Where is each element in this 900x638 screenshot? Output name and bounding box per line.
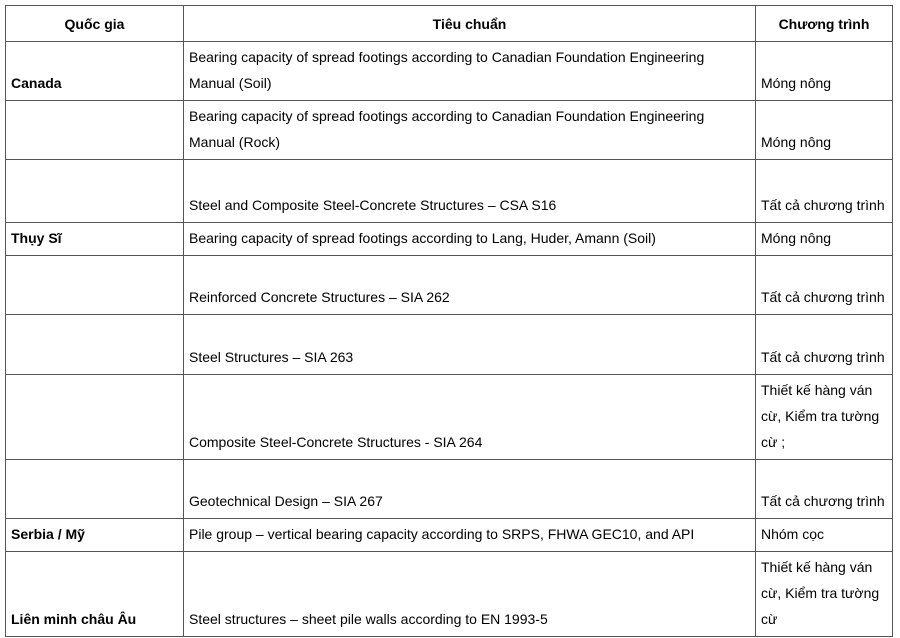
table-row bbox=[6, 256, 893, 315]
country-cell: Liên minh châu Âu bbox=[6, 552, 184, 637]
standard-cell: Composite Steel-Concrete Structures - SIA 264 bbox=[184, 375, 756, 460]
column-header-country: Quốc gia bbox=[6, 6, 184, 42]
table-row bbox=[6, 519, 893, 552]
country-cell bbox=[6, 315, 184, 375]
table-row bbox=[6, 42, 893, 101]
country-cell bbox=[6, 256, 184, 315]
standard-cell: Steel and Composite Steel-Concrete Structures – CSA S16 bbox=[184, 160, 756, 223]
program-cell: Tất cả chương trình bbox=[756, 160, 893, 223]
country-cell bbox=[6, 460, 184, 519]
program-cell: Thiết kế hàng ván cừ, Kiểm tra tường cừ ; bbox=[756, 375, 893, 460]
country-cell: Thụy Sĩ bbox=[6, 223, 184, 256]
standard-cell: Reinforced Concrete Structures – SIA 262 bbox=[184, 256, 756, 315]
program-cell: Móng nông bbox=[756, 101, 893, 160]
column-header-program: Chương trình bbox=[756, 6, 893, 42]
program-cell: Tất cả chương trình bbox=[756, 256, 893, 315]
table-row bbox=[6, 223, 893, 256]
column-header-standard: Tiêu chuẩn bbox=[184, 6, 756, 42]
program-cell: Móng nông bbox=[756, 42, 893, 101]
country-cell: Canada bbox=[6, 42, 184, 101]
program-cell: Nhóm cọc bbox=[756, 519, 893, 552]
country-cell bbox=[6, 375, 184, 460]
country-cell: Serbia / Mỹ bbox=[6, 519, 184, 552]
standards-table bbox=[5, 5, 893, 637]
table-row bbox=[6, 375, 893, 460]
program-cell: Thiết kế hàng ván cừ, Kiểm tra tường cừ bbox=[756, 552, 893, 637]
header-row bbox=[6, 6, 893, 42]
table-row bbox=[6, 315, 893, 375]
standard-cell: Bearing capacity of spread footings according to Lang, Huder, Amann (Soil) bbox=[184, 223, 756, 256]
standard-cell: Steel structures – sheet pile walls according to EN 1993-5 bbox=[184, 552, 756, 637]
table-row bbox=[6, 160, 893, 223]
program-cell: Tất cả chương trình bbox=[756, 315, 893, 375]
table-row bbox=[6, 460, 893, 519]
country-cell bbox=[6, 160, 184, 223]
country-cell bbox=[6, 101, 184, 160]
program-cell: Móng nông bbox=[756, 223, 893, 256]
standard-cell: Bearing capacity of spread footings according to Canadian Foundation Engineering Manual (Rock) bbox=[184, 101, 756, 160]
program-cell: Tất cả chương trình bbox=[756, 460, 893, 519]
standard-cell: Geotechnical Design – SIA 267 bbox=[184, 460, 756, 519]
table-row bbox=[6, 101, 893, 160]
standard-cell: Steel Structures – SIA 263 bbox=[184, 315, 756, 375]
standard-cell: Pile group – vertical bearing capacity according to SRPS, FHWA GEC10, and API bbox=[184, 519, 756, 552]
table-row bbox=[6, 552, 893, 637]
standard-cell: Bearing capacity of spread footings according to Canadian Foundation Engineering Manual (Soil) bbox=[184, 42, 756, 101]
